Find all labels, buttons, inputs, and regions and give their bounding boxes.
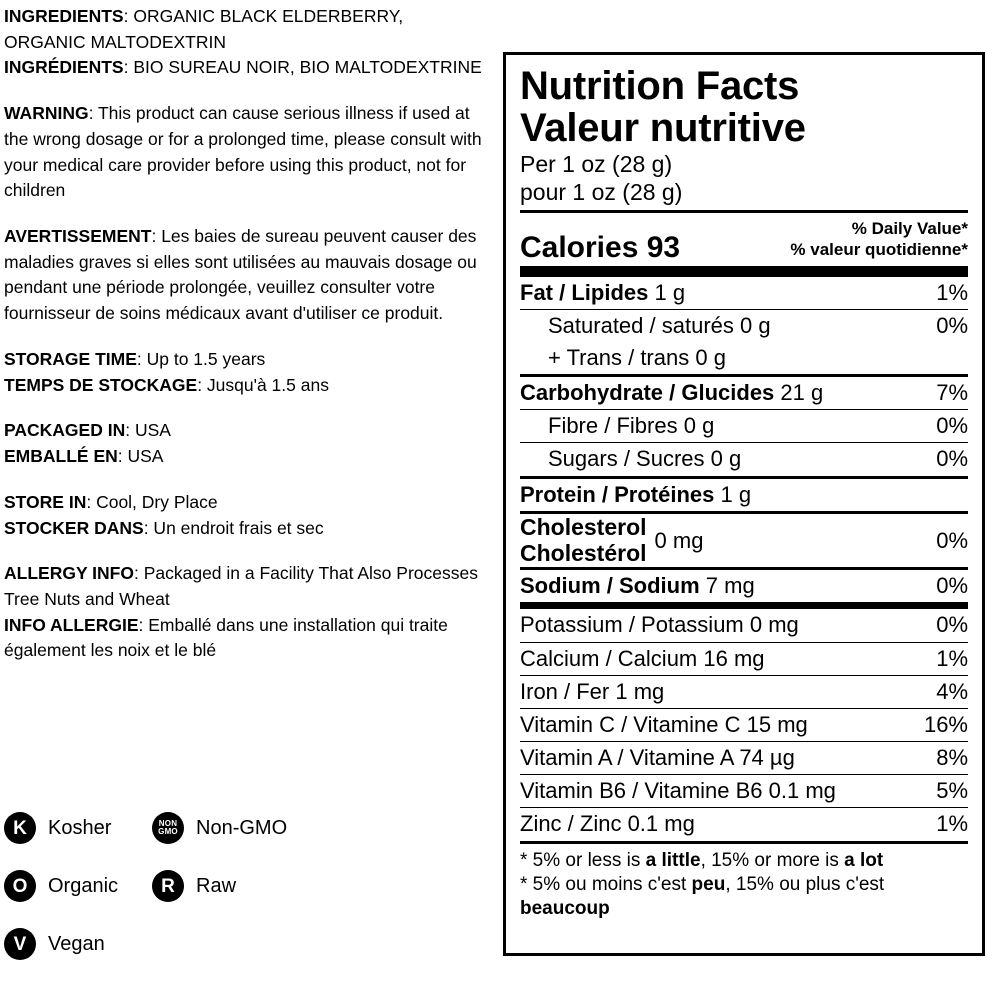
raw-badge-label: Raw <box>196 874 237 897</box>
non-gmo-badge-label: Non-GMO <box>196 816 288 839</box>
nutrient-name: Vitamin A / Vitamine A 74 µg <box>520 745 795 771</box>
warning-label-fr: AVERTISSEMENT <box>4 226 152 247</box>
storage-time-text-en: : Up to 1.5 years <box>136 348 266 369</box>
nutrient-pct: 0% <box>936 573 968 599</box>
packaged-in-label-en: PACKAGED IN <box>4 420 126 441</box>
cholesterol-amount: 0 mg <box>654 527 704 553</box>
nutrient-name: Vitamin C / Vitamine C 15 mg <box>520 711 808 737</box>
allergy-info-text-fr: : Emballé dans une installation qui traite également les noix et le blé <box>4 614 448 661</box>
badge-organic <box>4 870 152 902</box>
nutrient-name: Vitamin B6 / Vitamine B6 0.1 mg <box>520 778 836 804</box>
footnote-fr: * 5% ou moins c'est peu, 15% ou plus c'est beaucoup <box>520 873 885 920</box>
table-row <box>520 676 968 708</box>
calories-row <box>520 213 968 266</box>
allergy-info-label-en: ALLERGY INFO <box>4 563 134 584</box>
nutrient-name: Fat / Lipides 1 g <box>520 279 686 305</box>
table-row <box>520 342 968 374</box>
table-row <box>520 742 968 774</box>
daily-value-header-fr: % valeur quotidienne* <box>790 240 968 260</box>
nutrient-name: Fibre / Fibres 0 g <box>548 413 715 439</box>
nutrition-title-fr: Valeur nutritive <box>520 106 806 150</box>
footnote-en: * 5% or less is a little, 15% or more is a lot <box>520 849 884 871</box>
product-info-text <box>4 4 482 684</box>
store-in-text-en: : Cool, Dry Place <box>86 491 218 512</box>
badge-row-2 <box>4 870 474 902</box>
store-in-label-en: STORE IN <box>4 491 87 512</box>
storage-time-text-fr: : Jusqu'à 1.5 ans <box>197 374 329 395</box>
storage-time-label-fr: TEMPS DE STOCKAGE <box>4 374 198 395</box>
nutrient-pct: 7% <box>936 380 968 406</box>
divider-after-calories <box>520 266 968 277</box>
ingredients-text-fr: : BIO SUREAU NOIR, BIO MALTODEXTRINE <box>123 57 482 78</box>
warning-block-en <box>4 101 482 204</box>
badge-vegan <box>4 928 152 960</box>
ingredients-label-en: INGREDIENTS <box>4 6 124 26</box>
storage-time-label-en: STORAGE TIME <box>4 348 137 369</box>
divider-after-sodium <box>520 602 968 609</box>
organic-badge-icon: O <box>4 870 36 902</box>
packaged-in-text-fr: : USA <box>117 446 164 467</box>
badge-raw <box>152 870 236 902</box>
storage-time-block <box>4 347 482 398</box>
store-in-block <box>4 490 482 541</box>
nutrient-name: Sugars / Sucres 0 g <box>548 446 742 472</box>
kosher-badge-icon: K <box>4 812 36 844</box>
nutrient-pct: 0% <box>936 413 968 439</box>
nutrition-facts-panel <box>503 52 985 956</box>
nutrient-name: Iron / Fer 1 mg <box>520 678 665 704</box>
daily-value-header-en: % Daily Value* <box>851 219 968 239</box>
nutrient-pct: 1% <box>936 645 968 671</box>
nutrient-name: Zinc / Zinc 0.1 mg <box>520 811 695 837</box>
certification-badges <box>4 812 474 986</box>
nutrient-name: Protein / Protéines 1 g <box>520 481 752 507</box>
packaged-in-text-en: : USA <box>125 420 171 441</box>
nutrient-pct: 0% <box>936 446 968 472</box>
nutrient-name: Calcium / Calcium 16 mg <box>520 645 765 671</box>
cholesterol-pct: 0% <box>936 527 968 553</box>
badge-non-gmo <box>152 812 287 844</box>
badge-row-1 <box>4 812 474 844</box>
nutrient-pct: 5% <box>936 778 968 804</box>
table-row <box>520 709 968 741</box>
table-row <box>520 410 968 442</box>
table-row <box>520 277 968 309</box>
table-row <box>520 808 968 840</box>
table-row <box>520 609 968 641</box>
badge-row-3 <box>4 928 474 960</box>
nutrient-name: Sodium / Sodium 7 mg <box>520 573 755 599</box>
vegan-badge-label: Vegan <box>48 932 105 955</box>
packaged-in-label-fr: EMBALLÉ EN <box>4 446 118 467</box>
daily-value-header <box>790 218 968 264</box>
nutrient-pct: 1% <box>936 811 968 837</box>
nutrient-pct: 0% <box>936 312 968 338</box>
store-in-label-fr: STOCKER DANS <box>4 517 144 538</box>
allergy-info-block <box>4 561 482 664</box>
nutrient-pct: 1% <box>936 279 968 305</box>
badge-kosher <box>4 812 152 844</box>
table-row-cholesterol <box>520 514 968 568</box>
nutrient-pct: 4% <box>936 678 968 704</box>
table-row <box>520 643 968 675</box>
warning-text-en: : This product can cause serious illness if used at the wrong dosage or for a prolonged time, please consult with your medical care provider before using this product, not for children <box>4 103 482 201</box>
nutrient-name: Carbohydrate / Glucides 21 g <box>520 380 824 406</box>
nutrient-name: Saturated / saturés 0 g <box>548 312 771 338</box>
organic-badge-label: Organic <box>48 874 119 897</box>
vegan-badge-icon: V <box>4 928 36 960</box>
table-row <box>520 310 968 342</box>
nutrient-name: + Trans / trans 0 g <box>548 345 726 370</box>
cholesterol-name: Cholesterol Cholestérol <box>520 513 647 566</box>
ingredients-text-en: : ORGANIC BLACK ELDERBERRY, ORGANIC MALTODEXTRIN <box>4 6 404 52</box>
packaged-in-block <box>4 418 482 469</box>
warning-label-en: WARNING <box>4 103 89 124</box>
nutrient-pct: 0% <box>936 612 968 638</box>
store-in-text-fr: : Un endroit frais et sec <box>143 517 324 538</box>
footnote <box>520 844 968 922</box>
warning-text-fr: : Les baies de sureau peuvent causer des maladies graves si elles sont utilisées au mauvais dosage ou pendant une période prolongée, veuillez consulter votre fournisseur de soins médicaux avant d'utiliser ce produit. <box>4 226 477 324</box>
table-row <box>520 377 968 409</box>
raw-badge-icon: R <box>152 870 184 902</box>
table-row <box>520 479 968 511</box>
table-row-sodium <box>520 570 968 602</box>
serving-size-en: Per 1 oz (28 g) <box>520 151 673 177</box>
nutrient-name: Potassium / Potassium 0 mg <box>520 612 799 638</box>
kosher-badge-label: Kosher <box>48 816 112 839</box>
nutrient-pct: 8% <box>936 745 968 771</box>
nutrition-title-en: Nutrition Facts <box>520 64 800 108</box>
table-row <box>520 775 968 807</box>
allergy-info-label-fr: INFO ALLERGIE <box>4 614 139 635</box>
warning-block-fr <box>4 224 482 327</box>
non-gmo-badge-icon: NON GMO <box>152 812 184 844</box>
table-row <box>520 443 968 475</box>
ingredients-label-fr: INGRÉDIENTS <box>4 57 124 78</box>
allergy-info-text-en: : Packaged in a Facility That Also Processes Tree Nuts and Wheat <box>4 563 478 609</box>
calories-value: Calories 93 <box>520 230 681 264</box>
serving-size-fr: pour 1 oz (28 g) <box>520 178 683 205</box>
nutrient-pct: 16% <box>923 711 968 737</box>
ingredients-block <box>4 4 482 81</box>
